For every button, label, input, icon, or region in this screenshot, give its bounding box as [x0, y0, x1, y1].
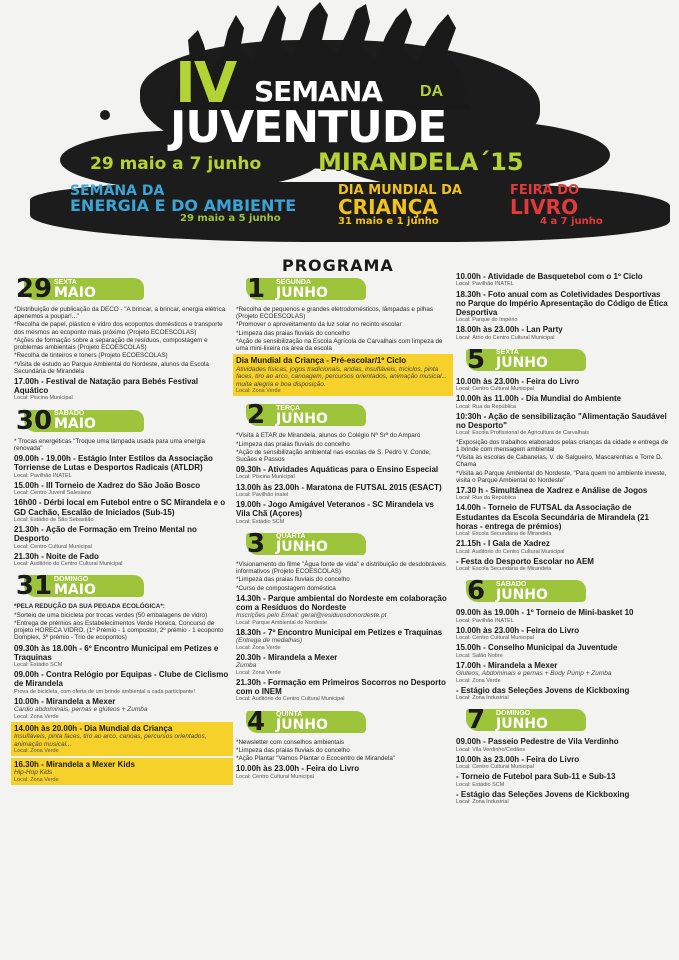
- event-location: Local: Auditório do Centro Cultural Municipal: [236, 696, 345, 703]
- event-title: 21.30h - Formação em Primeiros Socorros no Desporto com o INEM: [236, 677, 446, 697]
- day-weekday: SEGUNDA: [276, 278, 312, 286]
- day-header: [236, 274, 450, 304]
- event-title: 14.30h - Parque ambiental do Nordeste em colaboração com a Resíduos do Nordeste: [236, 593, 447, 613]
- bullet-note: *Ações de formação sobre a separação de resíduos, compostagem e problemas ambientais (Projeto ECOESCOLAS): [14, 336, 208, 352]
- day-number: 30: [15, 405, 53, 436]
- event-title: 16.30h - Mirandela a Mexer Kids: [14, 760, 135, 770]
- event-title: 09.30h às 18.00h - 6º Encontro Municipal em Petizes e Traquinas: [14, 643, 219, 662]
- event-location: Local: Zona Verde: [14, 747, 59, 754]
- event-item: [456, 755, 670, 771]
- event-item: [456, 643, 670, 659]
- bullet-note: *Visita ao Parque Ambiental do Nordeste, "Para quem no ambiente investe, visita o Parque Ambiental do Nordeste": [456, 469, 667, 484]
- bullet-note: *Entrega de prémios aos Estabelecimentos Verde Horeca, Concurso de projeto HORECA VIDRO, (1º Prémio - 1 compostor, 2º prémio - 1 ecoponto Domplex, 3º prémio - Trio de ecopontos): [14, 619, 224, 642]
- event-location: Local: Rua da República: [456, 495, 516, 502]
- day-number: 5: [466, 344, 486, 375]
- bullet-note: *PELA REDUÇÃO DA SUA PEGADA ECOLÓGICA*:: [14, 603, 165, 611]
- event-location: Local: Centro Cultural Municipal: [236, 773, 314, 780]
- event-title: 10.00h às 23.00h - Feira do Livro: [456, 754, 580, 764]
- event-location: Local: Zona Industrial: [456, 799, 509, 805]
- event-item: [236, 483, 450, 499]
- day-number: 4: [246, 706, 266, 737]
- event-note: Prova de bicicleta, com oferta de um brinde ambiental a cada participante!: [14, 688, 195, 695]
- event-location: Local: Átrio do Centro Cultural Municipal: [456, 334, 555, 341]
- event-title: 19.00h - Jogo Amigável Veteranos - SC Mirandela vs Vila Chã (Açores): [236, 500, 434, 519]
- event-title: 09.00h - Passeio Pedestre de Vila Verdinho: [456, 737, 619, 747]
- event-item: [14, 498, 230, 523]
- event-location: Local: Auditório do Centro Cultural Municipal: [456, 548, 565, 555]
- event-location: Local: Centro Cultural Municipal: [456, 764, 534, 770]
- event-item: [14, 697, 230, 720]
- day-number: 7: [466, 705, 486, 736]
- bullet-note: *Ação de sensibilização ambiental nas escolas de S. Pedro V. Conde, Sucães e Passos: [236, 448, 431, 464]
- event-location: Local: Pavilhão Inatel: [236, 491, 289, 498]
- event-item: [456, 557, 670, 573]
- event-item: [14, 552, 230, 568]
- bullet-note: *Visita à ETAR de Mirandela, alunos do Colégio Nª Srª do Amparo: [236, 432, 421, 440]
- event-title: 10.00h às 23.00h - Feira do Livro: [456, 625, 580, 635]
- day-number: 6: [466, 576, 486, 607]
- event-item: [236, 764, 450, 780]
- day-month: MAIO: [54, 416, 96, 433]
- event-location: Local: Auditório do Centro Cultural Municipal: [14, 561, 123, 568]
- event-title: 15.00h - Conselho Municipal da Juventude: [456, 643, 618, 653]
- bullet-note: *Ação Plantar "Vamos Plantar o Ecocentro de Mirandela": [236, 755, 396, 763]
- sub-event-dates: 31 maio e 1 junho: [338, 216, 439, 227]
- day-header: [456, 705, 670, 735]
- sub-event-title: SEMANA DA: [70, 183, 165, 199]
- event-description: Cardio abdominais, pernas e glúteos + Zumba: [14, 706, 148, 714]
- event-location: Local: Rua da República: [456, 403, 516, 410]
- day-number: 1: [246, 274, 266, 304]
- event-item: [456, 377, 670, 393]
- day-month: MAIO: [54, 284, 96, 301]
- event-title: 09.30h - Atividades Aquáticas para o Ensino Especial: [236, 465, 439, 475]
- event-title: 18.00h às 23.00h - Lan Party: [456, 325, 563, 335]
- event-location: Local: Estádio SCM: [14, 661, 63, 668]
- event-location: Local: Zona Verde: [456, 677, 501, 684]
- event-title: 13.00h às 23.00h - Maratona de FUTSAL 2015 (ESACT): [236, 482, 442, 492]
- day-weekday: TERÇA: [276, 404, 301, 412]
- schedule-column-1: [14, 270, 230, 787]
- event-item: [236, 628, 450, 651]
- event-item: [456, 790, 670, 806]
- event-title: 10.00h às 23.00h - Feira do Livro: [236, 764, 360, 774]
- day-number: 31: [15, 571, 53, 602]
- event-item-highlighted: [11, 722, 233, 756]
- day-number: 3: [246, 528, 266, 559]
- event-item: [456, 503, 670, 537]
- day-month: JUNHO: [276, 410, 328, 427]
- programa-title: PROGRAMA: [282, 256, 394, 275]
- sub-event-dates: 29 maio a 5 junho: [180, 213, 281, 224]
- day-header: [456, 345, 670, 375]
- event-item: [456, 686, 670, 702]
- bullet-note: *Sorteio de uma bicicleta por trocas verdes (50 embalagens de vidro): [14, 611, 208, 619]
- event-title: 20.30h - Mirandela a Mexer: [236, 653, 338, 662]
- event-location: Local: Centro Juvenil Salesiano: [14, 490, 92, 497]
- schedule-column-3: [456, 270, 670, 807]
- bullet-note: *Limpeza das praias fluviais do concelho: [236, 440, 350, 448]
- event-title: 21.30h - Noite de Fado: [14, 551, 99, 561]
- event-title: - Torneio de Futebol para Sub-11 e Sub-13: [456, 772, 616, 782]
- event-location: Local: Estádio de São Sebastião: [14, 516, 94, 523]
- bullet-note: *Limpeza das praias fluviais do concelho: [236, 576, 350, 584]
- event-item: [456, 539, 670, 555]
- event-item: [456, 626, 670, 642]
- event-item: [236, 465, 450, 481]
- event-item: [236, 653, 450, 676]
- day-month: JUNHO: [276, 284, 328, 301]
- event-title: 09.00h às 19.00h - 1º Torneio de Mini-basket 10: [456, 608, 634, 618]
- event-description: Gluteos, Abdominais e pernas + Body Pump + Zumba: [456, 670, 612, 678]
- day-weekday: SEXTA: [496, 349, 519, 357]
- day-header: [14, 274, 230, 304]
- event-title: 14.00h - Torneio de FUTSAL da Associação de Estudantes da Escola Secundária de Mirandela (21 horas - entrega de prémios): [456, 503, 649, 531]
- event-item: [456, 661, 670, 684]
- event-title: 09.00h - Contra Relógio por Equipas - Clube de Ciclismo de Mirandela: [14, 670, 229, 689]
- event-location: Local: Zona Industrial: [456, 695, 509, 701]
- event-location: Local: Estádio SCM: [456, 781, 505, 788]
- ink-splatter: [100, 110, 110, 120]
- ink-splatter: [560, 150, 574, 164]
- event-title: Dia Mundial da Criança - Pré-escolar/1º Ciclo: [236, 356, 407, 366]
- sub-event-dates: 4 a 7 junho: [540, 216, 603, 227]
- event-description: Hip-Hop Kids: [14, 769, 53, 777]
- day-header: [236, 400, 450, 430]
- event-location: Local: Salão Nobre: [456, 652, 503, 659]
- event-location: Local: Pavilhão INATEL: [456, 617, 514, 624]
- event-item-highlighted: [233, 354, 453, 396]
- day-weekday: SÁBADO: [496, 580, 527, 588]
- day-month: MAIO: [54, 581, 96, 598]
- event-location: Local: Zona Verde: [236, 669, 281, 676]
- event-location: Local: Piscina Municipal: [236, 474, 295, 481]
- event-title: - Festa do Desporto Escolar no AEM: [456, 556, 594, 566]
- day-weekday: SEXTA: [54, 278, 77, 286]
- event-item: [14, 670, 230, 695]
- poster-header: [0, 0, 679, 260]
- event-title: 10:30h - Ação de sensibilização "Alimentação Saudável no Desporto": [456, 411, 667, 431]
- event-item: [236, 594, 450, 626]
- event-item: [14, 377, 230, 402]
- event-location: Local: Parque do Império: [456, 317, 518, 324]
- event-title: 15.00h - III Torneio de Xadrez do São João Bosco: [14, 480, 201, 490]
- day-month: JUNHO: [276, 539, 328, 556]
- day-header: [14, 406, 230, 436]
- sub-event-title: LIVRO: [510, 195, 579, 219]
- sub-event-title: ENERGIA E DO AMBIENTE: [70, 196, 297, 215]
- event-location: Local: Centro Cultural Municipal: [456, 635, 534, 642]
- bullet-note: *Recolha de tinteiros e toners (Projeto ECOESCOLAS): [14, 352, 168, 360]
- bullet-note: * Trocas energéticas "Troque uma lâmpada usada para uma energia renovada": [14, 437, 206, 453]
- event-dates: 29 maio a 7 junho: [90, 154, 262, 174]
- event-title: 17.30 h - Simultânea de Xadrez e Análise de Jogos: [456, 485, 648, 495]
- event-location: Local: Centro Cultural Municipal: [456, 386, 534, 393]
- event-item: [236, 678, 450, 703]
- event-title: 10.00h - Atividade de Basquetebol com o 1º Ciclo: [456, 272, 643, 281]
- edition-number: IV: [175, 51, 236, 116]
- event-item: [14, 525, 230, 550]
- event-item: [456, 325, 670, 341]
- schedule-column-2: [236, 270, 450, 782]
- day-header: [236, 707, 450, 737]
- event-description: Atividades físicas, jogos tradicionais, andas, insufláveis, triciclos, pinta faces, tiro ao arco, canoagem, percursos orientados, animação musical... muita alegria e boa disposição.: [236, 365, 447, 388]
- bullet-note: *Visita às escolas de Cabanelas, V. de Salgueiro, Mascarenhas e Torre D. Chama: [456, 454, 663, 469]
- day-number: 2: [246, 400, 266, 431]
- bullet-note: *Ação de sensibilização na Escola Agrícola de Carvalhais com limpeza de uma mini-lixeira na área da escola: [236, 337, 443, 353]
- day-weekday: DOMINGO: [54, 575, 89, 583]
- event-item: [456, 412, 670, 437]
- day-weekday: QUINTA: [276, 711, 303, 719]
- event-location: Local: Centro Cultural Municipal: [14, 543, 92, 550]
- bullet-note: *Distribuição de publicação da DECO - "A brincar, a brincar, energia elétrica apenemos a poupar!...": [14, 306, 226, 321]
- bullet-note: *Recolha de papel, plástico e vidro dos ecopontos domésticos e transporte dos mesmos ao ecoponto mais próximo (Projeto ECOESCOLAS): [14, 321, 223, 336]
- event-title: 21.30h - Ação de Formação em Treino Mental no Desporto: [14, 525, 197, 544]
- bullet-note: *Newsletter com conselhos ambientais: [236, 738, 345, 746]
- sub-event-livro: [510, 184, 620, 227]
- day-month: JUNHO: [496, 715, 548, 732]
- event-description: Insufláveis, pinta faces, tiro ao arco, canoas, percursos orientados, animação musical...: [14, 733, 207, 748]
- day-month: JUNHO: [496, 355, 548, 372]
- day-weekday: DOMINGO: [496, 709, 531, 717]
- event-description: Zumba: [236, 662, 257, 670]
- event-location: Local: Zona Verde: [14, 776, 59, 783]
- day-weekday: QUARTA: [276, 533, 306, 541]
- event-location: Local: Vila Verdinho/Cedães: [456, 746, 526, 753]
- event-title: 10.00h às 11.00h - Dia Mundial do Ambiente: [456, 394, 622, 404]
- event-title: 18.30h - Foto anual com as Coletividades Desportivas no Parque do Império Apresentação do Código de Ética Desportiva: [456, 289, 668, 317]
- bullet-note: *Visita de estudo ao Parque Ambiental do Nordeste, alunos da Escola Secundária de Mirandela: [14, 360, 209, 375]
- event-location: Local: Estádio SCM: [236, 518, 285, 525]
- day-number: 29: [15, 274, 53, 304]
- event-title: 14.00h às 20.00h - Dia Mundial da Criança: [14, 723, 173, 733]
- event-item: [456, 394, 670, 410]
- event-city: MIRANDELA´15: [318, 148, 524, 176]
- event-title: 09.00h - 19.00h - Estágio Inter Estilos da Associação Torriense de Lutas e Desportos Radicais (ATLDR): [14, 454, 213, 473]
- event-description: (Entrega de medalhas): [236, 637, 303, 645]
- event-location: Local: Escola Profissional de Agricultura de Carvalhais: [456, 430, 589, 437]
- event-item: [456, 737, 670, 753]
- event-location: Local: Pavilhão INATEL: [14, 472, 72, 479]
- event-title: 18.30h - 7º Encontro Municipal em Petizes e Traquinas: [236, 628, 443, 638]
- event-item: [236, 500, 450, 525]
- sub-event-energia: [70, 184, 320, 224]
- bullet-note: *Recolha de pequenos e grandes eletrodomésticos, lâmpadas e pilhas (Projeto ECOESCOLAS): [236, 306, 434, 321]
- event-title: 21.15h - I Gala de Xadrez: [456, 539, 550, 549]
- day-month: JUNHO: [276, 717, 328, 734]
- event-title: 17.00h - Festival de Natação para Bebés Festival Aquático: [14, 377, 199, 396]
- bullet-note: *Promover o aproveitamento da luz solar no recinto escolar: [236, 321, 402, 329]
- sub-event-title: DIA MUNDIAL DA: [338, 183, 462, 198]
- bullet-note: *Limpeza das praias fluviais do concelho: [236, 329, 350, 337]
- event-item: [456, 608, 670, 624]
- title-semana: SEMANA: [254, 75, 382, 108]
- event-item: [456, 290, 670, 324]
- day-header: [236, 529, 450, 559]
- title-da: DA: [420, 83, 444, 100]
- event-location: Local: Pavilhão INATEL: [456, 281, 514, 288]
- day-weekday: SÁBADO: [54, 410, 85, 418]
- event-item-highlighted: [11, 758, 233, 785]
- event-item: [456, 486, 670, 502]
- bullet-note: *Visionamento do filme "Água fonte de vida" e distribuição de desdobráveis informativos (Projeto ECOESCOLAS): [236, 560, 446, 576]
- event-title: - Estágio das Seleções Jovens de Kickboxing: [456, 789, 630, 799]
- bullet-note: *Limpeza das praias fluviais do concelho: [236, 746, 350, 754]
- event-title: 10.00h - Mirandela a Mexer: [14, 696, 116, 706]
- bullet-note: *Curso de compostagem doméstica: [236, 584, 336, 592]
- event-description: Inscrições pelo Email: geral@residuosdonordeste.pt: [236, 612, 387, 620]
- event-title: - Estágio das Seleções Jovens de Kickboxing: [456, 685, 630, 695]
- event-title: 10.00h às 23.00h - Feira do Livro: [456, 376, 580, 386]
- event-location: Local: Piscina Municipal: [14, 395, 73, 402]
- event-item: [14, 481, 230, 497]
- sub-event-title: CRIANÇA: [338, 195, 438, 219]
- event-title: 17.00h - Mirandela a Mexer: [456, 660, 558, 670]
- event-item: [456, 772, 670, 788]
- event-item: [14, 644, 230, 669]
- event-location: Local: Zona Verde: [14, 713, 59, 720]
- event-location: Local: Escola Secundária de Mirandela: [456, 566, 552, 573]
- day-month: JUNHO: [496, 586, 548, 603]
- event-title: 16h00 - Dérbi local em Futebol entre o SC Mirandela e o GD Cachão, Escalão de Iniciados (Sub-15): [14, 498, 226, 517]
- sub-event-crianca: [338, 184, 488, 227]
- sub-event-title: FEIRA DO: [510, 183, 580, 198]
- event-location: Local: Zona Verde: [236, 644, 281, 651]
- event-item: [14, 454, 230, 479]
- day-header: [14, 571, 230, 601]
- event-location: Local: Escola Secundária de Mirandela: [456, 531, 552, 538]
- day-header: [456, 576, 670, 606]
- event-location: Local: Parque Ambiental do Nordeste: [236, 619, 328, 626]
- event-location: Local: Zona Verde: [236, 388, 281, 394]
- title-juventude: JUVENTUDE: [170, 102, 447, 153]
- event-item: [456, 272, 670, 288]
- bullet-note: *Exposição dos trabalhos elaborados pelas crianças da cidade e entrega de 1 brinde com mensagem ambiental: [456, 438, 669, 453]
